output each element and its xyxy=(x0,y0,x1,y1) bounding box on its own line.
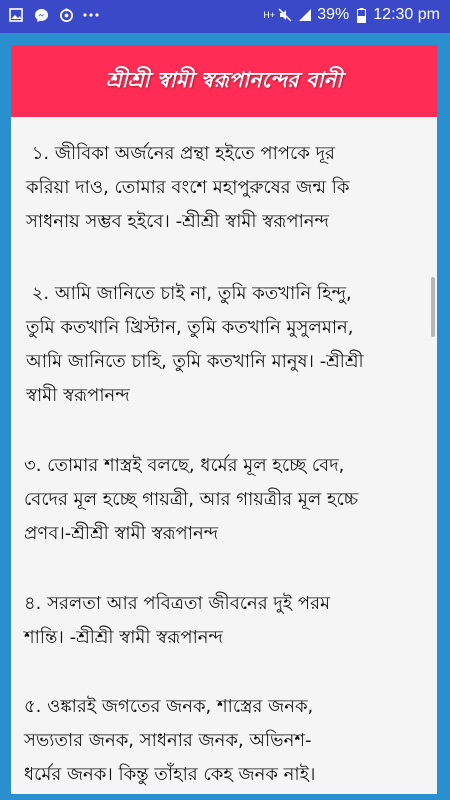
notification-icons xyxy=(8,7,99,23)
quote-line: স্বামী স্বরূপানন্দ xyxy=(26,385,130,406)
quote-item xyxy=(26,277,437,413)
quote-line: বেদের মূল হচ্ছে গায়ত্রী, আর গায়ত্রীর মূল হচ্চে xyxy=(24,489,359,510)
status-right xyxy=(263,6,440,24)
mute-icon xyxy=(277,7,293,23)
app-frame xyxy=(8,42,440,797)
quotes-scroll-area[interactable] xyxy=(11,117,437,794)
sync-icon xyxy=(58,7,74,23)
quote-line: ৩. তোমার শাস্ত্রই বলছে, ধর্মের মূল হচ্ছে বেদ, xyxy=(24,455,345,476)
network-type: H+ xyxy=(263,9,276,20)
quote-line: ৪. সরলতা আর পবিত্রতা জীবনের দুই পরম xyxy=(24,593,330,614)
more-dots-icon xyxy=(83,7,99,23)
quote-item xyxy=(26,137,437,239)
quote-line: আমি জানিতে চাহি, তুমি কতখানি মানুষ। -শ্রীশ্রী xyxy=(26,351,364,372)
page-title: শ্রীশ্রী স্বামী স্বরূপানন্দের বানী xyxy=(105,67,343,92)
battery-percent: 39% xyxy=(317,6,350,23)
battery-icon xyxy=(353,7,369,23)
messenger-icon xyxy=(33,7,49,23)
scrollbar[interactable] xyxy=(431,277,435,337)
quote-line: ২. আমি জানিতে চাই না, তুমি কতখানি হিন্দু, xyxy=(26,283,352,304)
quote-line: সভ্যতার জনক, সাধনার জনক, অভিনশ- xyxy=(24,730,312,751)
signal-icon xyxy=(297,7,313,23)
quote-item xyxy=(24,690,437,792)
quote-line: তুমি কতখানি খ্রিস্টান, তুমি কতখানি মুসুলমান, xyxy=(26,317,354,338)
quote-line: ৫. ওঙ্কারই জগতের জনক, শাস্ত্রের জনক, xyxy=(24,696,314,717)
status-bar xyxy=(0,0,450,33)
image-icon xyxy=(8,7,24,23)
quote-line: প্রণব।-শ্রীশ্রী স্বামী স্বরূপানন্দ xyxy=(24,523,219,544)
quote-line: করিয়া দাও, তোমার বংশে মহাপুরুষের জন্ম কি xyxy=(26,177,350,198)
quote-line: শান্তি। -শ্রীশ্রী স্বামী স্বরূপানন্দ xyxy=(24,627,223,648)
title-bar xyxy=(11,45,437,117)
quote-line: ১. জীবিকা অর্জনের প্রন্থা হইতে পাপকে দূর xyxy=(26,143,335,164)
quote-line: ধর্মের জনক। কিন্তু তাঁহার কেহ জনক নাই। xyxy=(24,764,316,785)
clock: 12:30 pm xyxy=(373,6,440,23)
quote-line: সাধনায় সম্ভব হইবে। -শ্রীশ্রী স্বামী স্বরূপানন্দ xyxy=(26,211,329,232)
quote-item xyxy=(24,449,437,551)
quote-item xyxy=(24,587,437,655)
